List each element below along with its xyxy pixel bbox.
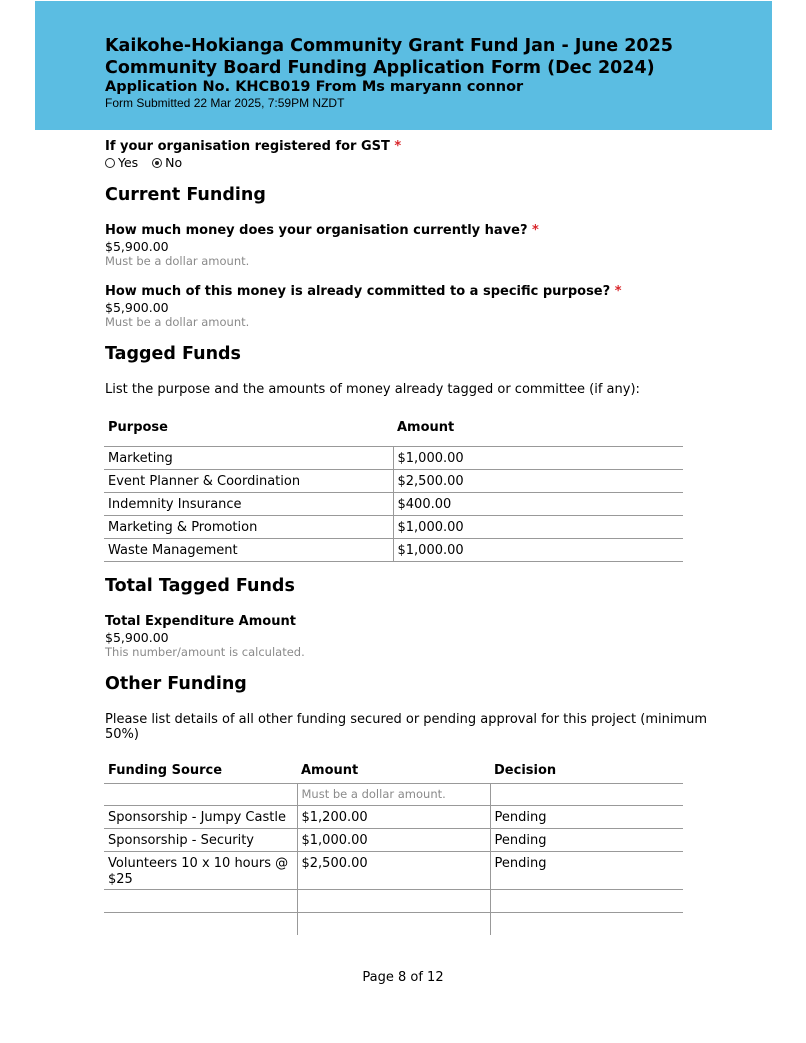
gst-radio-group: [105, 155, 182, 170]
form-subtitle: Community Board Funding Application Form (Dec 2024): [105, 58, 655, 78]
tagged-funds-heading: Tagged Funds: [105, 344, 241, 364]
funding-source-cell: Sponsorship - Jumpy Castle: [104, 805, 297, 828]
amount-cell: $1,000.00: [297, 828, 490, 851]
table-row: [104, 851, 683, 889]
funding-source-cell: [104, 783, 297, 805]
table-row: [104, 912, 683, 935]
gst-question-text: If your organisation registered for GST: [105, 139, 390, 154]
required-mark: *: [394, 139, 402, 154]
total-expenditure-hint: This number/amount is calculated.: [105, 645, 305, 659]
purpose-cell: Waste Management: [104, 538, 393, 561]
amount-cell: [297, 912, 490, 935]
current-money-hint: Must be a dollar amount.: [105, 254, 250, 268]
current-funding-heading: Current Funding: [105, 185, 266, 205]
purpose-cell: Marketing & Promotion: [104, 515, 393, 538]
total-expenditure-label: Total Expenditure Amount: [105, 614, 296, 629]
application-number: Application No. KHCB019 From Ms maryann connor: [105, 79, 524, 95]
table-row: [104, 515, 683, 538]
other-funding-intro-line2: 50%): [105, 727, 139, 742]
column-header-decision: Decision: [490, 759, 683, 783]
column-header-amount: Amount: [393, 410, 683, 446]
table-row: [104, 783, 683, 805]
form-title: Kaikohe-Hokianga Community Grant Fund Jan - June 2025: [105, 36, 673, 56]
amount-cell: $1,000.00: [393, 538, 683, 561]
decision-cell: [490, 889, 683, 912]
required-mark: *: [532, 223, 539, 238]
funding-source-cell: [104, 912, 297, 935]
funding-source-cell: [104, 889, 297, 912]
decision-cell: Pending: [490, 851, 683, 889]
total-expenditure-value: $5,900.00: [105, 630, 169, 645]
committed-money-question: [105, 284, 622, 299]
amount-cell: [297, 889, 490, 912]
funding-source-cell: Sponsorship - Security: [104, 828, 297, 851]
committed-money-question-text: How much of this money is already committed to a specific purpose?: [105, 284, 611, 299]
table-row: [104, 805, 683, 828]
gst-option-yes[interactable]: [105, 155, 138, 170]
form-header: [35, 1, 772, 130]
current-money-question: [105, 223, 539, 238]
other-funding-heading: Other Funding: [105, 674, 247, 694]
required-mark: *: [614, 284, 622, 299]
committed-money-hint: Must be a dollar amount.: [105, 315, 250, 329]
gst-question: [105, 139, 401, 154]
decision-cell: [490, 912, 683, 935]
amount-cell: $1,200.00: [297, 805, 490, 828]
amount-cell: $1,000.00: [393, 446, 683, 469]
decision-cell: Pending: [490, 805, 683, 828]
table-row: [104, 446, 683, 469]
other-funding-table: [104, 759, 683, 935]
amount-cell: $2,500.00: [297, 851, 490, 889]
radio-unchecked-icon: [105, 158, 115, 168]
total-tagged-heading: Total Tagged Funds: [105, 576, 295, 596]
current-money-value: $5,900.00: [105, 239, 169, 254]
amount-cell: $400.00: [393, 492, 683, 515]
decision-cell: [490, 783, 683, 805]
amount-cell: $2,500.00: [393, 469, 683, 492]
committed-money-value: $5,900.00: [105, 300, 169, 315]
funding-source-cell: Volunteers 10 x 10 hours @ $25: [104, 851, 297, 889]
gst-option-no[interactable]: [152, 155, 182, 170]
table-row: [104, 889, 683, 912]
page-number: Page 8 of 12: [362, 970, 444, 985]
radio-checked-icon: [152, 158, 162, 168]
submitted-timestamp: Form Submitted 22 Mar 2025, 7:59PM NZDT: [105, 96, 345, 110]
column-header-amount: Amount: [297, 759, 490, 783]
table-row: [104, 469, 683, 492]
amount-cell: $1,000.00: [393, 515, 683, 538]
purpose-cell: Event Planner & Coordination: [104, 469, 393, 492]
purpose-cell: Marketing: [104, 446, 393, 469]
table-row: [104, 828, 683, 851]
table-row: [104, 538, 683, 561]
purpose-cell: Indemnity Insurance: [104, 492, 393, 515]
column-header-funding-source: Funding Source: [104, 759, 297, 783]
gst-option-no-label: No: [165, 155, 183, 170]
decision-cell: Pending: [490, 828, 683, 851]
gst-option-yes-label: Yes: [118, 155, 139, 170]
table-row: [104, 492, 683, 515]
current-money-question-text: How much money does your organisation currently have?: [105, 223, 528, 238]
amount-placeholder-cell: Must be a dollar amount.: [297, 783, 490, 805]
tagged-funds-table: [104, 410, 683, 562]
tagged-funds-intro: List the purpose and the amounts of money already tagged or committee (if any):: [105, 382, 640, 397]
column-header-purpose: Purpose: [104, 410, 393, 446]
other-funding-intro-line1: Please list details of all other funding secured or pending approval for this project (minimum: [105, 712, 708, 727]
